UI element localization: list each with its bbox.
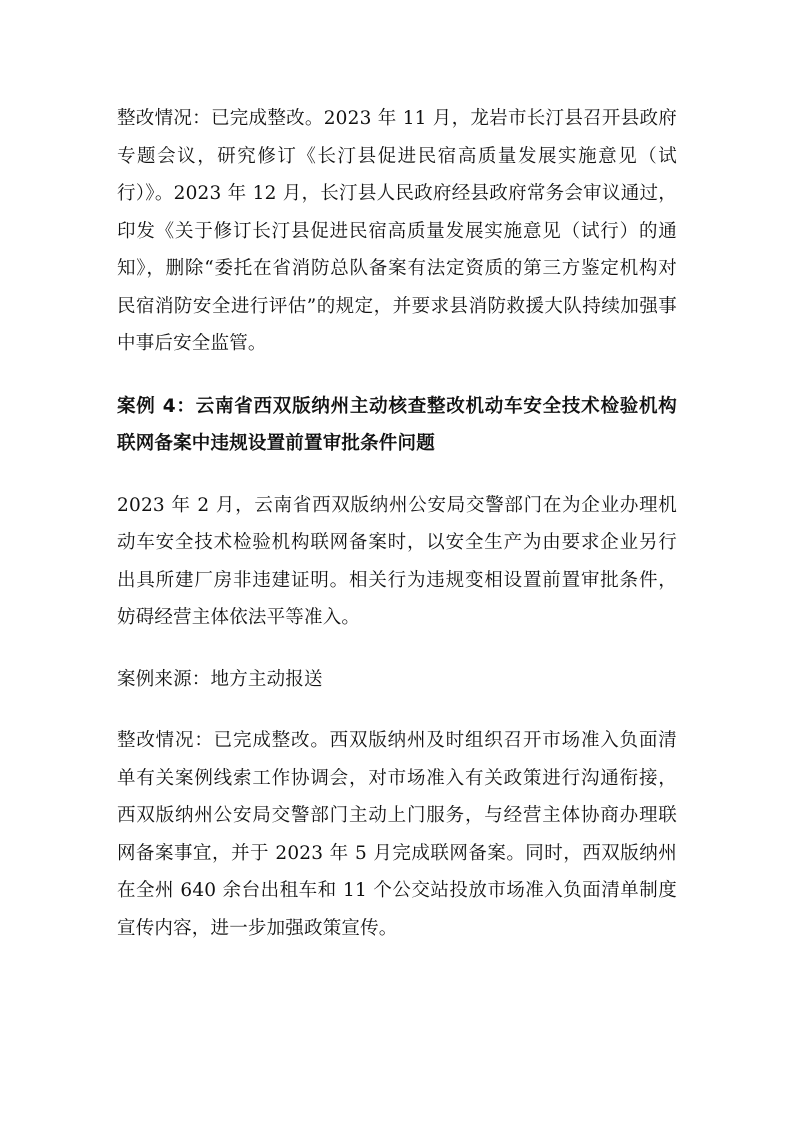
- case-4-description: 2023 年 2 月，云南省西双版纳州公安局交警部门在为企业办理机动车安全技术检验机构联网备案时，以安全生产为由要求企业另行出具所建厂房非违建证明。相关行为违规变相设置前置审批条件，妨碍经营主体依法平等准入。: [117, 494, 677, 628]
- case-4-heading: 案例 4：云南省西双版纳州主动核查整改机动车安全技术检验机构联网备案中违规设置前置审批条件问题: [117, 395, 677, 454]
- document-content: [117, 100, 677, 947]
- rectification-paragraph-previous-case: 整改情况：已完成整改。2023 年 11 月，龙岩市长汀县召开县政府专题会议，研究修订《长汀县促进民宿高质量发展实施意见（试行）》。2023 年 12 月，长汀县人民政府经县政府常务会审议通过，印发《关于修订长汀县促进民宿高质量发展实施意见（试行）的通知》，删除“委托在省消防总队备案有法定资质的第三方鉴定机构对民宿消防安全进行评估”的规定，并要求县消防救援大队持续加强事中事后安全监管。: [117, 108, 677, 354]
- case-4-source: 案例来源：地方主动报送: [117, 668, 323, 690]
- case-4-rectification: 整改情况：已完成整改。西双版纳州及时组织召开市场准入负面清单有关案例线索工作协调会，对市场准入有关政策进行沟通衔接，西双版纳州公安局交警部门主动上门服务，与经营主体协商办理联网备案事宜，并于 2023 年 5 月完成联网备案。同时，西双版纳州在全州 640 余台出租车和 11 个公交站投放市场准入负面清单制度宣传内容，进一步加强政策宣传。: [117, 730, 677, 939]
